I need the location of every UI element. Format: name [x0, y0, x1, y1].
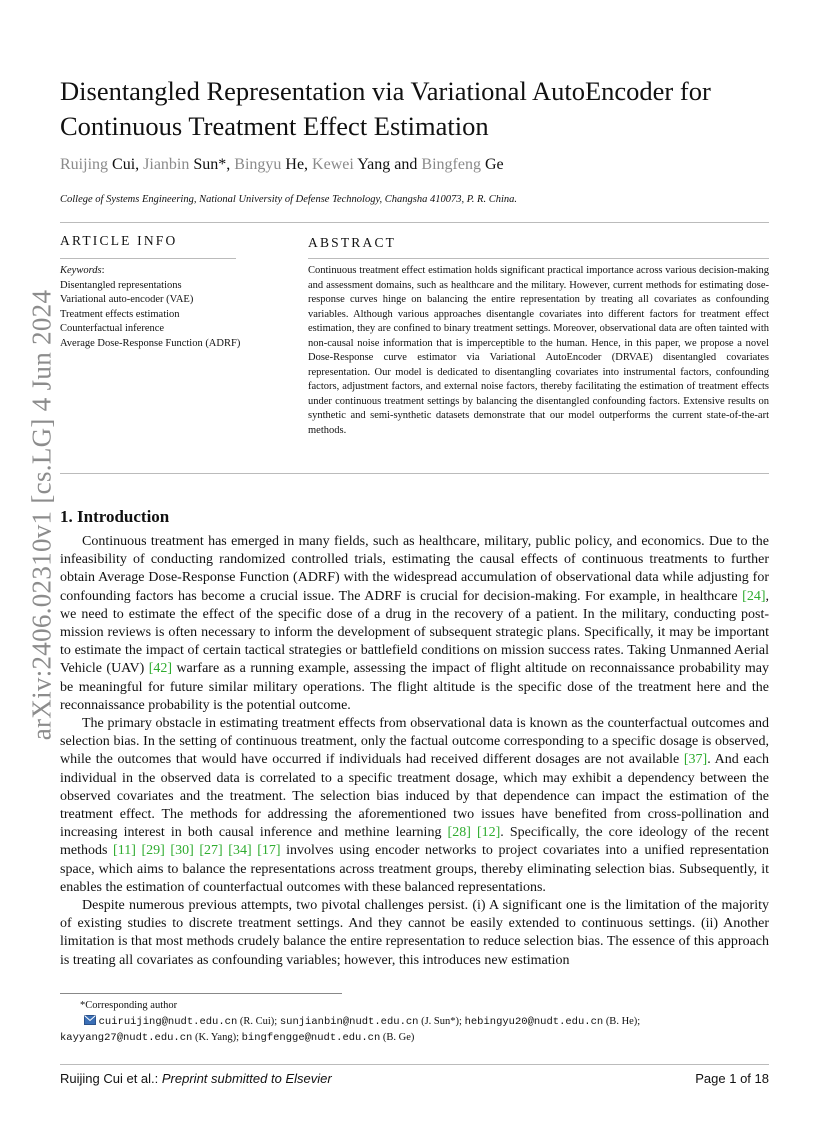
email-line-1: cuiruijing@nudt.edu.cn (R. Cui); sunjianbin@nudt.edu.cn (J. Sun*); hebingyu20@nudt.edu.cn (B. He);: [60, 1014, 769, 1031]
paragraph-1: Continuous treatment has emerged in many fields, such as healthcare, military, public policy, and economics. Due to the infeasibility of conducting randomized controlled trials, estimating the causal effects of continuous treatments to further obtain Average Dose-Response Function (ADRF) with the widespread accumulation of observational data while adjusting for confounding factors has become a crucial issue. The ADRF is crucial for decision-making. For example, in healthcare [24], we need to estimate the effect of the specific dose of a drug in the recovery of a patient. In the military, conducting post-mission reviews is often necessary to inform the development of subsequent strategic plans. Specifically, it may be important to estimate the impact of certain tactical strategies or battlefield conditions on mission success rates. Taking Unmanned Aerial Vehicle (UAV) [42] warfare as a running example, assessing the impact of flight altitude on reconnaissance probability may be meaningful for future similar military operations. The flight altitude is the specific dose of the treatment here and the reconnaissance probability is the potential outcome.: [60, 534, 769, 713]
keyword-item: Disentangled representations: [60, 279, 182, 291]
footnote-rule: [60, 993, 342, 994]
footer-rule: [60, 1064, 769, 1065]
citation-link[interactable]: [30]: [170, 843, 194, 859]
email-link[interactable]: cuiruijing@nudt.edu.cn: [98, 1015, 238, 1028]
title-line-2: Continuous Treatment Effect Estimation: [60, 111, 489, 141]
section-heading-introduction: 1. Introduction: [60, 507, 170, 526]
affiliation: College of Systems Engineering, National University of Defense Technology, Changsha 410073, P. R. China.: [60, 194, 518, 205]
title-line-1: Disentangled Representation via Variational AutoEncoder for: [60, 76, 711, 106]
article-info-rule: [60, 258, 236, 259]
email-link[interactable]: kayyang27@nudt.edu.cn: [60, 1032, 193, 1044]
abstract-heading: ABSTRACT: [308, 235, 397, 250]
paragraph-3: Despite numerous previous attempts, two pivotal challenges persist. (i) A significant one is the limitation of the majority of existing studies to discrete treatment settings. And they cannot be easily extended to continuous settings. (ii) Another limitation is that most methods crudely balance the entire representation to reduce selection bias. The essence of this approach is treating all covariates as confounding variables; however, this introduces new estimation: [60, 898, 769, 968]
running-footer: Ruijing Cui et al.: Preprint submitted to Elsevier: [60, 1071, 332, 1086]
citation-link[interactable]: [34]: [228, 843, 252, 859]
citation-link[interactable]: [11]: [113, 843, 136, 859]
keyword-item: Counterfactual inference: [60, 323, 165, 334]
page-number: Page 1 of 18: [695, 1071, 769, 1086]
author-2: Jianbin Sun*,: [143, 156, 235, 173]
introduction-body: [60, 533, 769, 970]
citation-link[interactable]: [42]: [148, 661, 173, 677]
email-link[interactable]: sunjianbin@nudt.edu.cn: [279, 1015, 419, 1028]
citation-link[interactable]: [29]: [141, 843, 165, 859]
arxiv-identifier: arXiv:2406.02310v1 [cs.LG] 4 Jun 2024: [26, 289, 57, 741]
citation-link[interactable]: [37]: [683, 752, 708, 768]
keyword-item: Treatment effects estimation: [60, 308, 180, 320]
author-1: Ruijing Cui,: [60, 156, 144, 173]
footnote: [60, 998, 769, 1047]
keywords-label: Keywords:: [60, 265, 105, 276]
article-info-heading: ARTICLE INFO: [60, 233, 178, 248]
arxiv-side-stamp: [24, 260, 60, 770]
email-link[interactable]: bingfengge@nudt.edu.cn: [241, 1032, 381, 1044]
abstract-text: Continuous treatment effect estimation holds significant practical importance across various decision-making and assessment domains, such as healthcare and the military. However, current methods for estimating dose-response curves hinge on balancing the entire representation by treating all covariates as confounding variables. Although various approaches disentangle covariates into different factors for treatment effect estimation, they are confined to binary treatment settings. Moreover, observational data are often tainted with non-causal noise information that is imperceptible to the human. Hence, in this paper, we propose a novel Dose-Response curve estimator via Variational AutoEncoder (DRVAE) disentangled covariates representation. Our model is dedicated to disentangling covariates into instrumental factors, confounding factors, adjustment factors, and external noise factors, thereby facilitating the estimation of treatment effects under continuous treatment settings by balancing the disentangled confounding factors. Extensive results on synthetic and semi-synthetic datasets demonstrate that our model outperforms the current state-of-the-art methods.: [308, 265, 769, 436]
citation-link[interactable]: [12]: [476, 825, 501, 841]
envelope-icon: [84, 1015, 96, 1025]
keyword-item: Variational auto-encoder (VAE): [60, 294, 194, 305]
citation-link[interactable]: [24]: [742, 588, 766, 604]
citation-link[interactable]: [27]: [199, 843, 223, 859]
corresponding-author-note: *Corresponding author: [80, 1000, 178, 1011]
abstract-divider: [60, 473, 769, 474]
email-line-2: kayyang27@nudt.edu.cn (K. Yang); bingfengge@nudt.edu.cn (B. Ge): [60, 1032, 415, 1044]
abstract-rule: [308, 258, 769, 259]
author-list: [60, 156, 504, 174]
header-divider: [60, 222, 769, 223]
paragraph-2: The primary obstacle in estimating treatment effects from observational data is known as the counterfactual outcomes and selection bias. In the setting of continuous treatment, only the factual outcome corresponding to a specific dosage is observed, while the outcomes that would have occurred if individuals had received different dosages are not available [37]. And each individual in the observed data is correlated to a specific treatment dosage, which may exhibit a dependency between the observed covariates and the treatment. The selection bias induced by that dependence can impact the estimation of the treatment effect. The methods for addressing the aforementioned two issues have benefited from cross-pollination and increasing interest in both causal inference and methine learning [28] [12]. Specifically, the core ideology of the recent methods [11] [29] [30] [27] [34] [17] involves using encoder networks to project covariates into a unified representation space, which aims to balance the representations across treatment groups, thereby eliminating selection bias. Subsequently, it enables the estimation of counterfactual outcomes with these balanced representations.: [60, 716, 770, 895]
author-3: Bingyu He,: [234, 156, 313, 173]
citation-link[interactable]: [28]: [447, 825, 471, 841]
keyword-item: Average Dose-Response Function (ADRF): [60, 337, 241, 349]
citation-link[interactable]: [17]: [257, 843, 281, 859]
keywords-block: [60, 264, 240, 351]
paper-title: [60, 74, 760, 144]
email-link[interactable]: hebingyu20@nudt.edu.cn: [464, 1015, 604, 1028]
author-5: Bingfeng Ge: [421, 156, 504, 173]
author-4: Kewei Yang and: [312, 156, 422, 173]
